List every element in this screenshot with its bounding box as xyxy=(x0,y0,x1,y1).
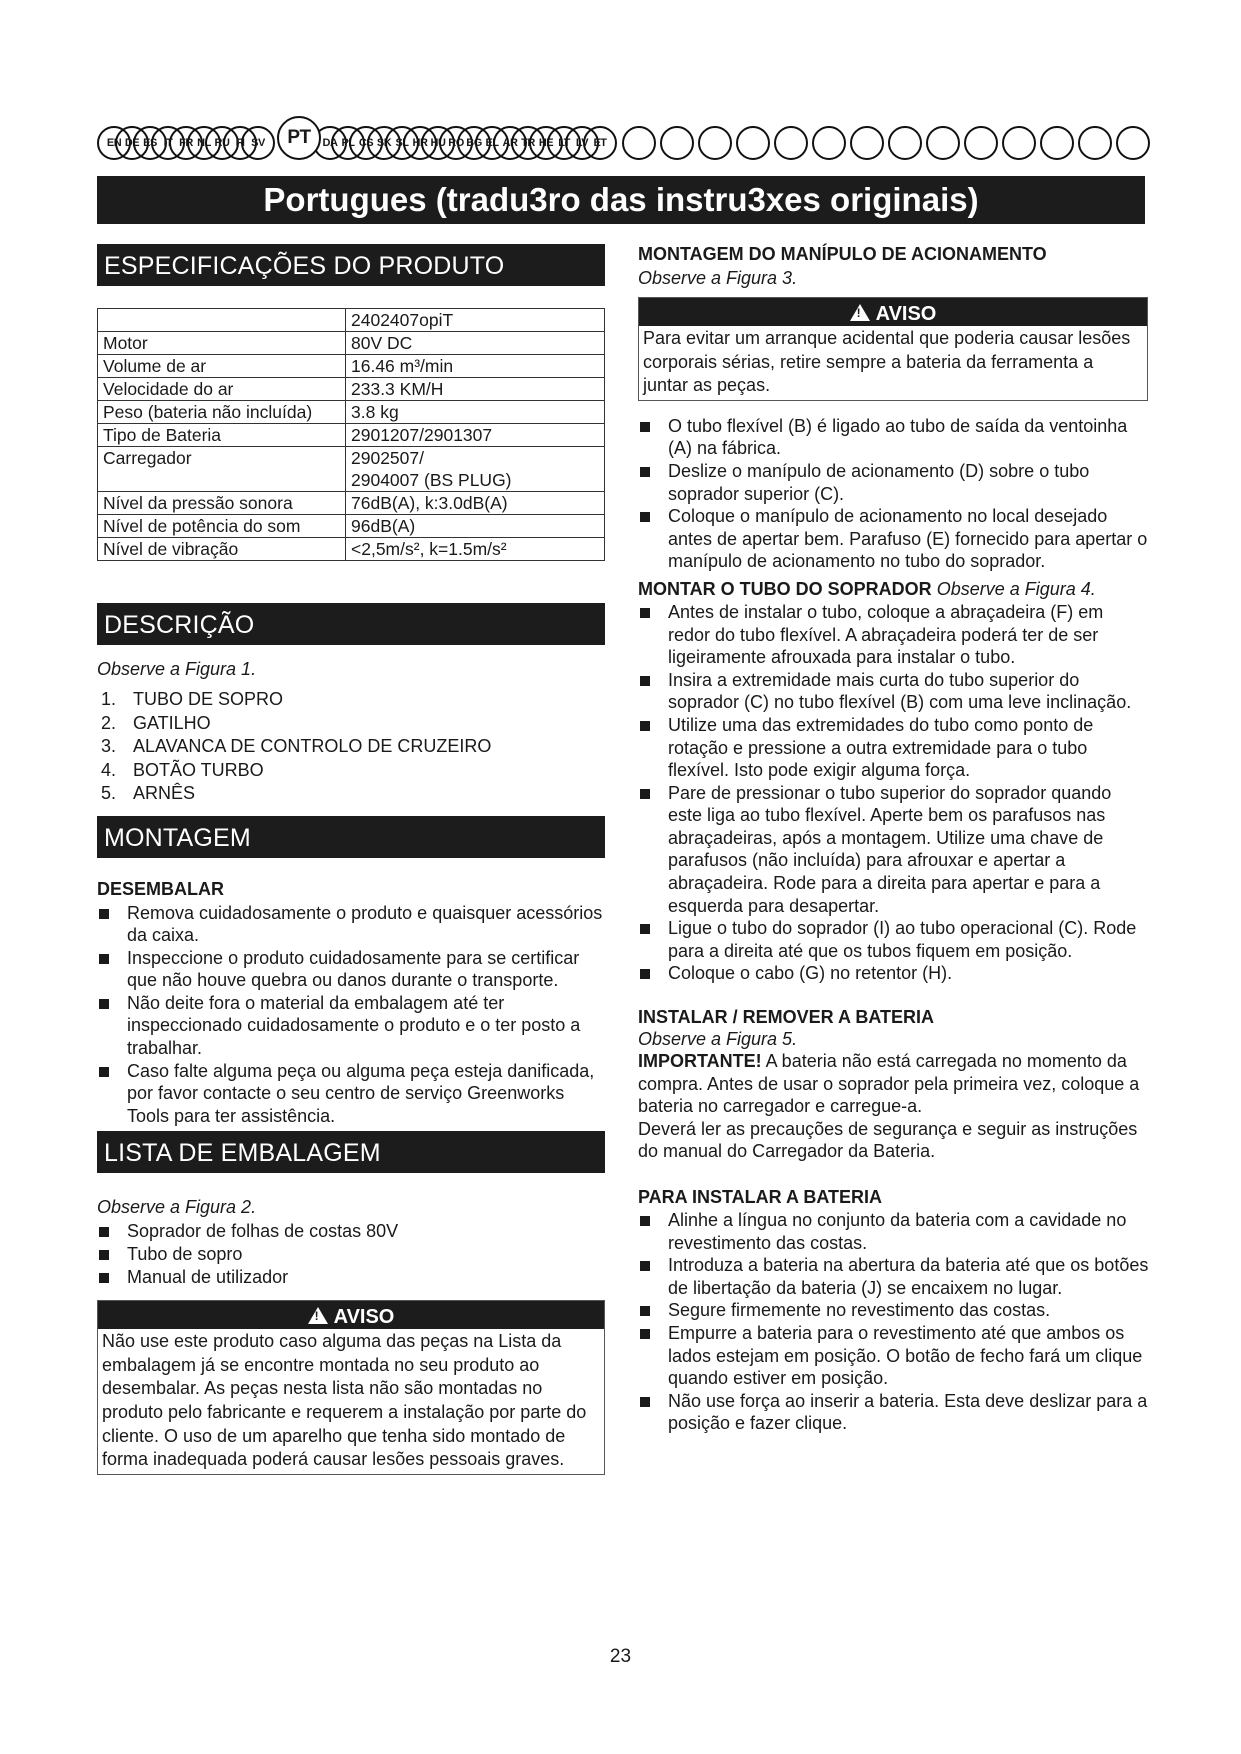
list-item: Caso falte alguma peça ou alguma peça esteja danificada, por favor contacte o seu centro de serviço Greenworks Tools para ter assistência. xyxy=(97,1060,605,1128)
lang-tab xyxy=(850,126,884,160)
lang-tab xyxy=(1040,126,1074,160)
spec-label: Peso (bateria não incluída) xyxy=(98,401,346,424)
lang-tab xyxy=(622,126,656,160)
table-row xyxy=(98,424,605,447)
lang-tab xyxy=(698,126,732,160)
list-item: Alinhe a língua no conjunto da bateria com a cavidade no revestimento das costas. xyxy=(638,1209,1150,1254)
lang-tab xyxy=(812,126,846,160)
spec-value: 233.3 KM/H xyxy=(346,378,605,401)
lang-tab: CS xyxy=(349,126,383,160)
list-item: Manual de utilizador xyxy=(97,1266,605,1289)
list-item: 3. ALAVANCA DE CONTROLO DE CRUZEIRO xyxy=(101,736,492,756)
spec-value: 2901207/2901307 xyxy=(346,424,605,447)
spec-value xyxy=(346,447,605,492)
tube-steps xyxy=(638,601,1150,985)
spec-value: 76dB(A), k:3.0dB(A) xyxy=(346,492,605,515)
lang-tab: TR xyxy=(511,126,545,160)
spec-model: 2402407opiT xyxy=(346,309,605,332)
lang-tab: RU xyxy=(205,126,239,160)
table-row xyxy=(98,355,605,378)
warning-header: !AVISO xyxy=(98,1301,604,1329)
table-row xyxy=(98,309,605,332)
list-item: Deslize o manípulo de acionamento (D) sobre o tubo soprador superior (C). xyxy=(638,460,1150,505)
lang-tab: HE xyxy=(529,126,563,160)
lang-tab: FR xyxy=(169,126,203,160)
lang-tab: EL xyxy=(475,126,509,160)
spec-label: Tipo de Bateria xyxy=(98,424,346,447)
spec-label: Motor xyxy=(98,332,346,355)
list-item: Segure firmemente no revestimento das costas. xyxy=(638,1299,1150,1322)
sub-heading: DESEMBALAR xyxy=(97,878,225,899)
lang-tab xyxy=(888,126,922,160)
list-item: Não use força ao inserir a bateria. Esta deve deslizar para a posição e fazer clique. xyxy=(638,1390,1150,1435)
table-row xyxy=(98,332,605,355)
lang-tab: LV xyxy=(565,126,599,160)
list-item: Antes de instalar o tubo, coloque a abraçadeira (F) em redor do tubo flexível. A abraçadeira poderá ter de ser ligeiramente afrouxada para instalar o tubo. xyxy=(638,601,1150,669)
bateria-heading: INSTALAR / REMOVER A BATERIA xyxy=(638,1007,934,1028)
lang-tab xyxy=(1078,126,1112,160)
warning-text: Não use este produto caso alguma das peças na Lista da embalagem já se encontre montada no seu produto ao desembalar. As peças nesta lista não são montadas no produto pelo fabricante e requerem a instalação por parte do cliente. O uso de um aparelho que tenha sido montado de forma inadequada poderá causar lesões pessoais graves. xyxy=(102,1331,587,1470)
lang-tab: DE xyxy=(115,126,149,160)
spec-value: 3.8 kg xyxy=(346,401,605,424)
lang-tab xyxy=(926,126,960,160)
warning-icon xyxy=(850,304,870,321)
list-item: 4. BOTÃO TURBO xyxy=(101,759,264,780)
sub-heading: PARA INSTALAR A BATERIA xyxy=(638,1187,882,1207)
list-item: Não deite fora o material da embalagem até ter inspeccionado cuidadosamente o produto e o ter posto a trabalhar. xyxy=(97,992,605,1060)
lang-tab-active: PT xyxy=(277,116,321,160)
package-list xyxy=(97,1220,605,1288)
important-note: IMPORTANTE! A bateria não está carregada no momento da compra. Antes de usar o soprador pela primeira vez, coloque a bateria no carregador e carregue-a. xyxy=(638,1051,1140,1117)
language-strip xyxy=(97,126,1157,162)
list-item: Utilize uma das extremidades do tubo como ponto de rotação e pressione a outra extremidade para o tubo flexível. Isto pode exigir alguma força. xyxy=(638,714,1150,782)
montagem-heading: MONTAGEM xyxy=(97,816,605,858)
spec-label: Nível da pressão sonora xyxy=(98,492,346,515)
lang-tab: IT xyxy=(151,126,185,160)
list-item: Introduza a bateria na abertura da bateria até que os botões de libertação da bateria (J) se encaixem no lugar. xyxy=(638,1254,1150,1299)
lang-tab xyxy=(964,126,998,160)
table-row xyxy=(98,492,605,515)
lang-tab: HU xyxy=(421,126,455,160)
list-item: Coloque o manípulo de acionamento no local desejado antes de apertar bem. Parafuso (E) fornecido para apertar o manípulo de acionamento no tubo do soprador. xyxy=(638,505,1150,573)
table-row xyxy=(98,401,605,424)
page-number: 23 xyxy=(609,1646,632,1667)
figure-ref: Observe a Figura 2. xyxy=(97,1197,257,1218)
lang-tab: SL xyxy=(385,126,419,160)
note: Deverá ler as precauções de segurança e seguir as instruções do manual do Carregador da Bateria. xyxy=(638,1118,1138,1162)
figure-ref: Observe a Figura 1. xyxy=(97,659,257,679)
lang-tab: LT xyxy=(547,126,581,160)
lang-tab xyxy=(774,126,808,160)
lang-tab: PL xyxy=(331,126,365,160)
lang-tab xyxy=(1116,126,1150,160)
spec-value-line: 2902507/ xyxy=(351,448,424,468)
lang-tab: ET xyxy=(583,126,617,160)
spec-value: 16.46 m³/min xyxy=(346,355,605,378)
list-item: O tubo flexível (B) é ligado ao tubo de saída da ventoinha (A) na fábrica. xyxy=(638,415,1150,460)
table-row xyxy=(98,515,605,538)
figure-ref: Observe a Figura 4. xyxy=(936,578,1096,599)
table-row xyxy=(98,447,605,492)
lang-tab: RO xyxy=(439,126,473,160)
left-column xyxy=(97,244,605,1475)
list-item: Coloque o cabo (G) no retentor (H). xyxy=(638,962,1150,985)
lang-tab: BG xyxy=(457,126,491,160)
warning-header: !AVISO xyxy=(639,298,1147,326)
lang-tab: ES xyxy=(133,126,167,160)
list-item: Remova cuidadosamente o produto e quaisquer acessórios da caixa. xyxy=(97,902,605,947)
list-item: 5. ARNÊS xyxy=(101,783,196,803)
parts-list xyxy=(97,688,605,806)
spec-value: 96dB(A) xyxy=(346,515,605,538)
warning-text: Para evitar um arranque acidental que poderia causar lesões corporais sérias, retire sempre a bateria da ferramenta a juntar as peças. xyxy=(643,328,1131,396)
list-item: Tubo de sopro xyxy=(97,1243,605,1266)
handle-steps xyxy=(638,415,1150,573)
lang-tab: AR xyxy=(493,126,527,160)
right-column xyxy=(638,244,1150,1435)
lang-tab: SK xyxy=(367,126,401,160)
list-item: 1. TUBO DE SOPRO xyxy=(101,689,284,709)
lang-tab: FI xyxy=(223,126,257,160)
manipulo-heading: MONTAGEM DO MANÍPULO DE ACIONAMENTO xyxy=(638,244,1047,264)
spec-value: 80V DC xyxy=(346,332,605,355)
lang-tab: NL xyxy=(187,126,221,160)
page-title: Portugues (tradu3ro das instru3xes originais) xyxy=(97,176,1145,224)
list-item: Ligue o tubo do soprador (I) ao tubo operacional (C). Rode para a direita até que os tubos fiquem em posição. xyxy=(638,917,1150,962)
specs-heading: ESPECIFICAÇÕES DO PRODUTO xyxy=(97,244,605,286)
tubo-heading: MONTAR O TUBO DO SOPRADOR xyxy=(638,578,932,599)
warning-box xyxy=(638,297,1148,401)
list-item: Pare de pressionar o tubo superior do soprador quando este liga ao tubo flexível. Aperte bem os parafusos nas abraçadeiras, após a montagem. Utilize uma chave de parafusos (não incluída) para afrouxar e apertar a abraçadeira. Rode para a direita para apertar e para a esquerda para desapertar. xyxy=(638,782,1150,918)
warning-icon xyxy=(308,1307,328,1324)
lang-tab: DA xyxy=(313,126,347,160)
tubo-heading-line xyxy=(638,579,1150,600)
spec-value-line: 2904007 (BS PLUG) xyxy=(351,470,512,490)
warning-box xyxy=(97,1300,605,1475)
lista-heading: LISTA DE EMBALAGEM xyxy=(97,1131,605,1173)
spec-label: Nível de potência do som xyxy=(98,515,346,538)
list-item: Inspeccione o produto cuidadosamente para se certificar que não houve quebra ou danos durante o transporte. xyxy=(97,947,605,992)
list-item: 2. GATILHO xyxy=(101,712,211,733)
battery-steps xyxy=(638,1209,1150,1435)
list-item: Soprador de folhas de costas 80V xyxy=(97,1220,605,1243)
table-row xyxy=(98,378,605,401)
lang-tab xyxy=(1002,126,1036,160)
lang-tab xyxy=(736,126,770,160)
figure-ref: Observe a Figura 3. xyxy=(638,268,798,288)
lang-tab: HR xyxy=(403,126,437,160)
descricao-heading: DESCRIÇÃO xyxy=(97,603,605,645)
lang-tab: SV xyxy=(241,126,275,160)
spec-label: Nível de vibração xyxy=(98,538,346,561)
lang-tab: EN xyxy=(97,126,131,160)
list-item: Empurre a bateria para o revestimento até que ambos os lados estejam em posição. O botão de fecho fará um clique quando estiver em posição. xyxy=(638,1322,1150,1390)
figure-ref: Observe a Figura 5. xyxy=(638,1029,798,1050)
spec-label: Velocidade do ar xyxy=(98,378,346,401)
spec-label: Volume de ar xyxy=(98,355,346,378)
unpack-list xyxy=(97,902,605,1128)
spec-label: Carregador xyxy=(98,447,346,492)
specs-table xyxy=(97,308,605,561)
list-item: Insira a extremidade mais curta do tubo superior do soprador (C) no tubo flexível (B) com uma leve inclinação. xyxy=(638,669,1150,714)
table-row xyxy=(98,538,605,561)
spec-value: <2,5m/s², k=1.5m/s² xyxy=(346,538,605,561)
lang-tab xyxy=(660,126,694,160)
